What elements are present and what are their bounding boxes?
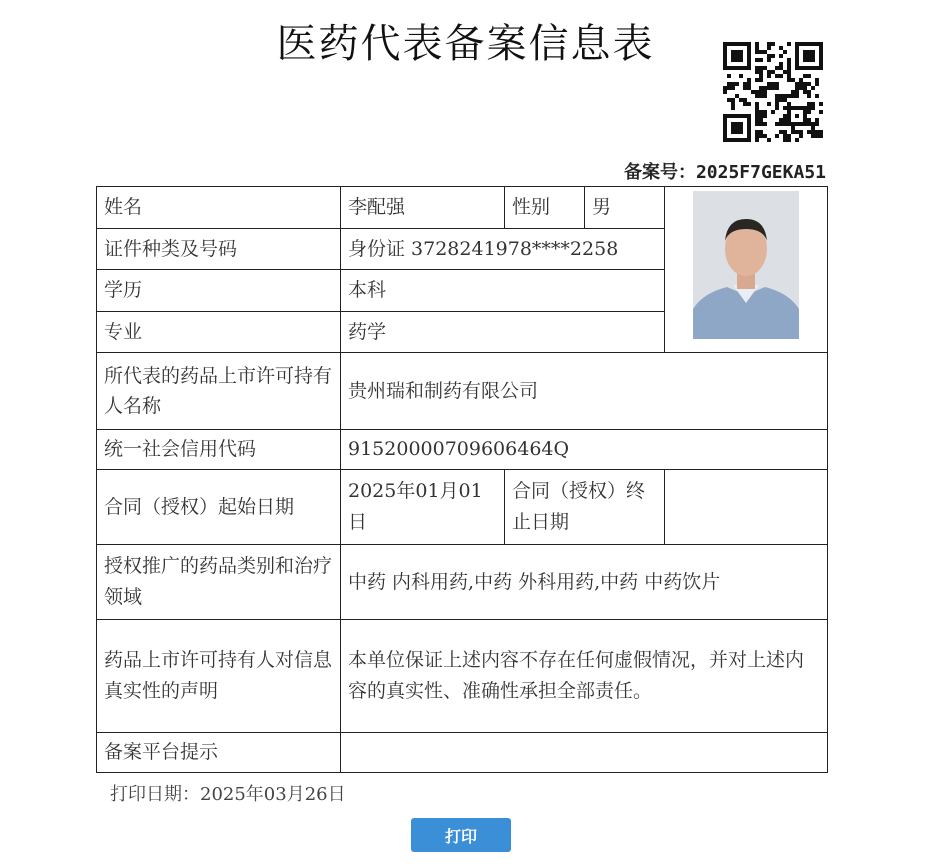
table-row bbox=[97, 430, 828, 469]
table-row bbox=[97, 544, 828, 619]
notice-value bbox=[341, 732, 828, 772]
holder-value: 贵州瑞和制药有限公司 bbox=[341, 353, 828, 430]
end-date-label: 合同（授权）终止日期 bbox=[505, 469, 665, 544]
photo-cell bbox=[665, 187, 828, 353]
scope-label: 授权推广的药品类别和治疗领域 bbox=[97, 544, 341, 619]
start-date-value: 2025年01月01日 bbox=[341, 469, 505, 544]
table-row bbox=[97, 619, 828, 732]
qr-code-icon bbox=[723, 42, 823, 142]
statement-label: 药品上市许可持有人对信息真实性的声明 bbox=[97, 619, 341, 732]
notice-label: 备案平台提示 bbox=[97, 732, 341, 772]
statement-value: 本单位保证上述内容不存在任何虚假情况，并对上述内容的真实性、准确性承担全部责任。 bbox=[341, 619, 828, 732]
credit-code-value: 91520000709606464Q bbox=[341, 430, 828, 469]
name-label: 姓名 bbox=[97, 187, 341, 229]
major-value: 药学 bbox=[341, 311, 665, 353]
gender-value: 男 bbox=[585, 187, 665, 229]
holder-label: 所代表的药品上市许可持有人名称 bbox=[97, 353, 341, 430]
id-label: 证件种类及号码 bbox=[97, 228, 341, 270]
table-row bbox=[97, 732, 828, 772]
education-label: 学历 bbox=[97, 270, 341, 312]
page-title: 医药代表备案信息表 bbox=[276, 21, 655, 67]
end-date-value bbox=[665, 469, 828, 544]
info-table bbox=[96, 186, 828, 773]
major-label: 专业 bbox=[97, 311, 341, 353]
print-button[interactable]: 打印 bbox=[411, 818, 511, 852]
credit-code-label: 统一社会信用代码 bbox=[97, 430, 341, 469]
table-row bbox=[97, 187, 828, 229]
id-value: 身份证 3728241978****2258 bbox=[341, 228, 665, 270]
print-date: 打印日期：2025年03月26日 bbox=[110, 784, 346, 805]
table-row bbox=[97, 353, 828, 430]
education-value: 本科 bbox=[341, 270, 665, 312]
table-row bbox=[97, 469, 828, 544]
scope-value: 中药 内科用药,中药 外科用药,中药 中药饮片 bbox=[341, 544, 828, 619]
start-date-label: 合同（授权）起始日期 bbox=[97, 469, 341, 544]
portrait-photo bbox=[693, 191, 799, 339]
name-value: 李配强 bbox=[341, 187, 505, 229]
registration-number: 备案号：2025F7GEKA51 bbox=[623, 162, 826, 183]
gender-label: 性别 bbox=[505, 187, 585, 229]
